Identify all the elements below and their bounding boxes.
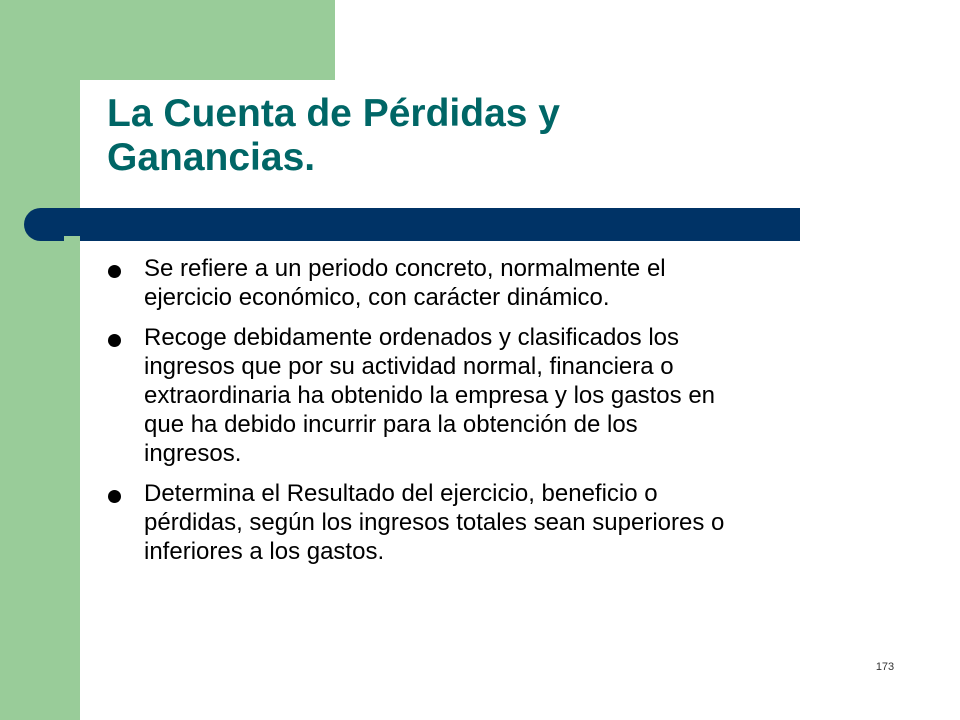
bullet-2-line-1: Recoge debidamente ordenados y clasificados los xyxy=(144,324,679,351)
bullet-dot-icon xyxy=(108,265,121,278)
title-bar-notch xyxy=(64,236,80,241)
left-decorative-band xyxy=(0,0,80,720)
page-number: 173 xyxy=(875,661,895,673)
bullet-item-2 xyxy=(105,323,925,468)
slide-title-line-1: La Cuenta de Pérdidas y xyxy=(107,92,560,135)
bullet-list xyxy=(105,254,925,577)
slide-title xyxy=(107,92,827,180)
bullet-2-line-4: que ha debido incurrir para la obtención de los xyxy=(144,411,638,438)
bullet-dot-icon xyxy=(108,334,121,347)
title-underline-bar xyxy=(24,208,800,241)
bullet-dot-icon xyxy=(108,490,121,503)
bullet-2-line-5: ingresos. xyxy=(144,440,242,467)
bullet-2-line-3: extraordinaria ha obtenido la empresa y los gastos en xyxy=(144,382,716,409)
bullet-3-line-2: pérdidas, según los ingresos totales sean superiores o xyxy=(144,509,725,536)
bullet-2-line-2: ingresos que por su actividad normal, financiera o xyxy=(144,353,674,380)
bullet-3-line-1: Determina el Resultado del ejercicio, beneficio o xyxy=(144,480,658,507)
bullet-item-1 xyxy=(105,254,925,312)
bullet-1-line-1: Se refiere a un periodo concreto, normalmente el xyxy=(144,255,666,282)
slide-title-line-2: Ganancias. xyxy=(107,136,316,179)
top-decorative-band xyxy=(0,0,335,80)
bullet-3-line-3: inferiores a los gastos. xyxy=(144,538,385,565)
bullet-1-line-2: ejercicio económico, con carácter dinámico. xyxy=(144,284,610,311)
bullet-item-3 xyxy=(105,479,925,566)
